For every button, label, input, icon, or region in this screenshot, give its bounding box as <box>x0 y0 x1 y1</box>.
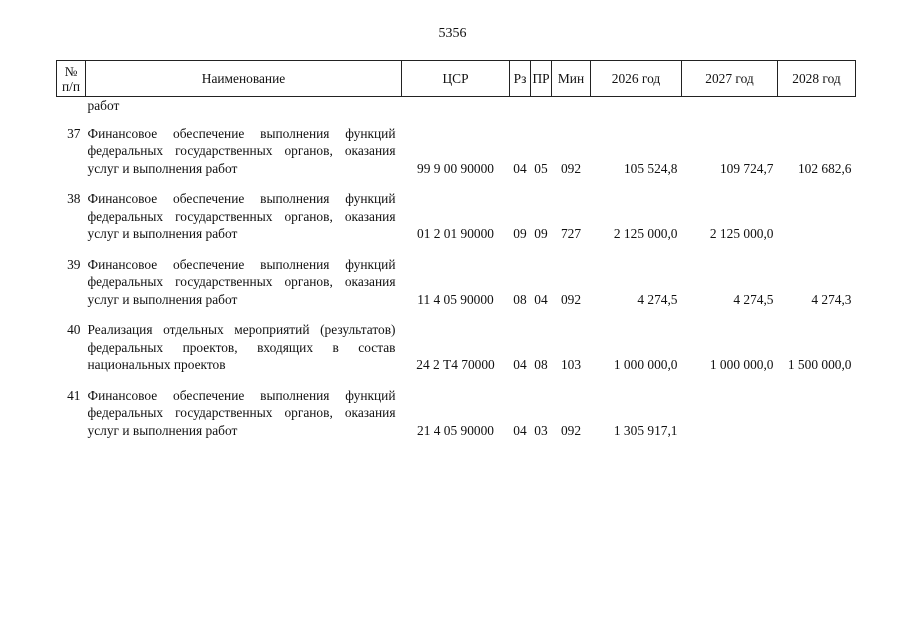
row-amount-2026: 1 305 917,1 <box>613 422 678 438</box>
row-pr: 05 <box>534 160 548 176</box>
row-number: 39 <box>67 256 81 272</box>
row-amount-2027: 1 000 000,0 <box>709 357 774 372</box>
row-amount-2028 <box>778 190 856 256</box>
row-amount-2026: 1 000 000,0 <box>613 357 678 372</box>
table-row <box>57 256 856 322</box>
table-row <box>57 387 856 453</box>
header-num: № п/п <box>57 61 86 97</box>
header-2028: 2028 год <box>778 61 856 97</box>
row-name: работ <box>87 98 120 113</box>
row-pr: 03 <box>534 422 548 438</box>
row-csr: 24 2 Т4 70000 <box>416 357 495 372</box>
row-pr: 08 <box>534 357 548 372</box>
row-number: 41 <box>67 387 81 403</box>
table-row <box>57 321 856 387</box>
row-number: 38 <box>67 191 81 206</box>
row-min: 092 <box>560 291 582 307</box>
row-amount-2027 <box>682 387 778 453</box>
row-rz: 08 <box>513 291 527 307</box>
table-row-continuation <box>57 97 856 125</box>
row-rz: 04 <box>513 160 527 176</box>
row-rz: 09 <box>513 226 527 241</box>
row-name: Финансовое обеспечение выполнения функций федеральных государственных органов, оказания услуг и выполнения работ <box>87 256 396 307</box>
row-amount-2027: 2 125 000,0 <box>709 226 774 241</box>
row-rz: 04 <box>513 357 527 372</box>
row-name: Реализация отдельных мероприятий (результатов) федеральных проектов, входящих в состав национальных проектов <box>87 322 396 372</box>
row-rz: 04 <box>513 422 527 438</box>
row-amount-2026: 2 125 000,0 <box>613 226 678 241</box>
row-amount-2027: 109 724,7 <box>719 160 774 176</box>
header-pr: ПР <box>531 61 552 97</box>
row-pr: 04 <box>534 291 548 307</box>
row-csr: 11 4 05 90000 <box>417 291 494 307</box>
page-number: 5356 <box>438 26 467 41</box>
row-amount-2028 <box>778 387 856 453</box>
header-2027: 2027 год <box>682 61 778 97</box>
row-amount-2028: 102 682,6 <box>797 160 852 176</box>
row-amount-2028: 4 274,3 <box>811 291 852 307</box>
header-rz: Рз <box>510 61 531 97</box>
row-csr: 01 2 01 90000 <box>417 226 494 241</box>
header-name: Наименование <box>86 61 402 97</box>
row-amount-2028: 1 500 000,0 <box>787 357 852 372</box>
row-number: 40 <box>67 322 81 337</box>
table-row <box>57 190 856 256</box>
row-amount-2026: 105 524,8 <box>623 160 678 176</box>
row-amount-2027: 4 274,5 <box>733 291 774 307</box>
row-min: 103 <box>560 357 582 372</box>
row-amount-2026: 4 274,5 <box>637 291 678 307</box>
header-2026: 2026 год <box>591 61 682 97</box>
row-number: 37 <box>67 125 81 141</box>
row-csr: 99 9 00 90000 <box>417 160 494 176</box>
row-min: 092 <box>560 160 582 176</box>
header-csr: ЦСР <box>402 61 510 97</box>
row-pr: 09 <box>534 226 548 241</box>
row-min: 092 <box>560 422 582 438</box>
row-min: 727 <box>560 226 582 241</box>
header-min: Мин <box>552 61 591 97</box>
row-name: Финансовое обеспечение выполнения функций федеральных государственных органов, оказания услуг и выполнения работ <box>87 125 396 176</box>
row-csr: 21 4 05 90000 <box>417 422 494 438</box>
table-header-row <box>57 61 856 97</box>
row-name: Финансовое обеспечение выполнения функций федеральных государственных органов, оказания услуг и выполнения работ <box>87 191 396 241</box>
row-name: Финансовое обеспечение выполнения функций федеральных государственных органов, оказания услуг и выполнения работ <box>87 387 396 438</box>
table-row <box>57 125 856 191</box>
budget-table <box>56 60 856 452</box>
